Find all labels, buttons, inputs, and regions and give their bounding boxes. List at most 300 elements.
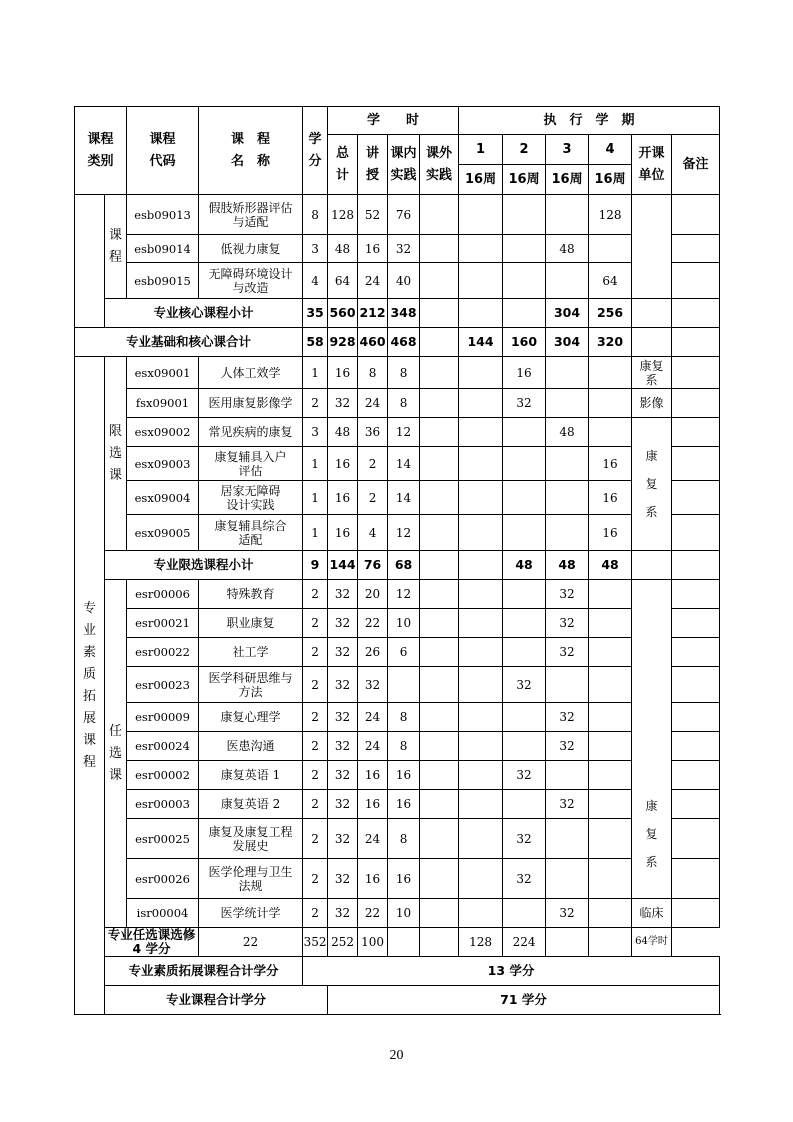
semester-4 (589, 819, 632, 859)
note-cell (672, 899, 720, 928)
table-row (75, 703, 720, 732)
header-credit: 学 分 (303, 107, 328, 195)
extension-category: 专 业 素 质 拓 展 课 程 (75, 357, 105, 1015)
header-note: 备注 (672, 135, 720, 195)
course-code: esr00003 (127, 790, 199, 819)
category-cell (75, 195, 105, 328)
semester-2 (503, 299, 546, 328)
in-practice-hours: 348 (388, 299, 420, 328)
total-hours: 16 (328, 357, 358, 389)
limited-label: 限 选 课 (105, 357, 127, 551)
total-hours: 64 (328, 263, 358, 299)
table-row (75, 515, 720, 551)
course-name: 常见疾病的康复 (199, 418, 303, 447)
total-label: 专业素质拓展课程合计学分 (105, 957, 303, 986)
table-row (75, 609, 720, 638)
header-code: 课程 代码 (127, 107, 199, 195)
lecture-hours: 252 (328, 928, 358, 957)
header-sem-2: 2 (503, 135, 546, 165)
total-hours: 32 (328, 899, 358, 928)
total-hours: 48 (328, 235, 358, 263)
lecture-hours: 4 (358, 515, 388, 551)
note-cell (672, 551, 720, 580)
semester-3: 32 (546, 790, 589, 819)
in-practice-hours: 16 (388, 761, 420, 790)
in-practice-hours: 8 (388, 732, 420, 761)
note-cell: 64学时 (632, 928, 672, 957)
table-row (75, 819, 720, 859)
semester-1 (420, 928, 459, 957)
semester-3 (546, 263, 589, 299)
lecture-hours: 212 (358, 299, 388, 328)
lecture-hours: 52 (358, 195, 388, 235)
semester-4 (589, 859, 632, 899)
curriculum-table (74, 106, 720, 1015)
total-value: 13 学分 (303, 957, 720, 986)
out-practice-hours (420, 481, 459, 515)
course-code: isr00004 (127, 899, 199, 928)
course-name: 特殊教育 (199, 580, 303, 609)
semester-1: 144 (459, 328, 503, 357)
semester-1 (459, 515, 503, 551)
credit: 58 (303, 328, 328, 357)
course-code: esx09005 (127, 515, 199, 551)
semester-1 (459, 859, 503, 899)
lecture-hours: 24 (358, 732, 388, 761)
semester-3: 304 (546, 328, 589, 357)
in-practice-hours: 8 (388, 819, 420, 859)
course-name: 康复英语 1 (199, 761, 303, 790)
credit: 2 (303, 790, 328, 819)
semester-2 (503, 235, 546, 263)
semester-4: 16 (589, 447, 632, 481)
semester-4 (589, 235, 632, 263)
semester-2 (503, 481, 546, 515)
note-cell (672, 515, 720, 551)
semester-2 (503, 195, 546, 235)
semester-1 (459, 389, 503, 418)
course-code: esb09014 (127, 235, 199, 263)
semester-2 (503, 899, 546, 928)
out-practice-hours (420, 389, 459, 418)
credit: 1 (303, 447, 328, 481)
header-sem-1: 1 (459, 135, 503, 165)
table-row (75, 447, 720, 481)
semester-1 (459, 357, 503, 389)
semester-4 (589, 609, 632, 638)
semester-4: 16 (589, 481, 632, 515)
dept-cell (632, 328, 672, 357)
course-code: esx09004 (127, 481, 199, 515)
basic-core-total-row (75, 328, 720, 357)
in-practice-hours: 12 (388, 580, 420, 609)
semester-2: 128 (459, 928, 503, 957)
credit: 2 (303, 859, 328, 899)
semester-3: 304 (546, 299, 589, 328)
course-name: 康复及康复工程 发展史 (199, 819, 303, 859)
header-weeks-1: 16周 (459, 165, 503, 195)
course-name: 低视力康复 (199, 235, 303, 263)
course-name: 康复心理学 (199, 703, 303, 732)
lecture-hours: 32 (358, 667, 388, 703)
course-code: esr00026 (127, 859, 199, 899)
semester-1 (459, 819, 503, 859)
in-practice-hours: 100 (358, 928, 388, 957)
lecture-hours: 26 (358, 638, 388, 667)
note-cell (672, 418, 720, 447)
lecture-hours: 2 (358, 447, 388, 481)
note-cell (672, 703, 720, 732)
out-practice-hours (420, 328, 459, 357)
note-cell (672, 389, 720, 418)
semester-2 (503, 263, 546, 299)
course-code: fsx09001 (127, 389, 199, 418)
in-practice-hours: 8 (388, 357, 420, 389)
course-name: 人体工效学 (199, 357, 303, 389)
semester-2: 32 (503, 389, 546, 418)
course-code: esr00002 (127, 761, 199, 790)
total-hours: 144 (328, 551, 358, 580)
course-code: esr00021 (127, 609, 199, 638)
out-practice-hours (420, 235, 459, 263)
semester-4 (589, 389, 632, 418)
dept-cell: 康 复 系 (632, 580, 672, 899)
semester-1 (459, 790, 503, 819)
semester-3 (546, 761, 589, 790)
out-practice-hours (420, 580, 459, 609)
semester-2 (503, 732, 546, 761)
course-name: 康复英语 2 (199, 790, 303, 819)
dept-cell (632, 195, 672, 299)
subtotal-label: 专业限选课程小计 (105, 551, 303, 580)
semester-3 (546, 357, 589, 389)
semester-1 (459, 235, 503, 263)
course-name: 康复辅具综合 适配 (199, 515, 303, 551)
note-cell (672, 580, 720, 609)
credit: 2 (303, 761, 328, 790)
lecture-hours: 16 (358, 235, 388, 263)
credit: 4 (303, 263, 328, 299)
out-practice-hours (420, 638, 459, 667)
lecture-hours: 8 (358, 357, 388, 389)
course-name: 无障碍环境设计 与改造 (199, 263, 303, 299)
total-hours: 128 (328, 195, 358, 235)
credit: 2 (303, 638, 328, 667)
semester-4: 128 (589, 195, 632, 235)
lecture-hours: 24 (358, 263, 388, 299)
lecture-hours: 22 (358, 899, 388, 928)
lecture-hours: 20 (358, 580, 388, 609)
note-cell (672, 859, 720, 899)
in-practice-hours: 76 (388, 195, 420, 235)
semester-1 (459, 580, 503, 609)
note-cell (672, 790, 720, 819)
total-label: 专业基础和核心课合计 (75, 328, 303, 357)
credit: 1 (303, 357, 328, 389)
out-practice-hours (420, 447, 459, 481)
course-name: 职业康复 (199, 609, 303, 638)
semester-1 (459, 418, 503, 447)
dept-cell (589, 928, 632, 957)
table-row (75, 638, 720, 667)
core-sub-label: 课 程 (105, 195, 127, 299)
semester-4 (546, 928, 589, 957)
course-code: esr00024 (127, 732, 199, 761)
header-sem-3: 3 (546, 135, 589, 165)
header-dept: 开课 单位 (632, 135, 672, 195)
note-cell (672, 235, 720, 263)
course-code: esr00022 (127, 638, 199, 667)
lecture-hours: 24 (358, 389, 388, 418)
course-name: 医患沟通 (199, 732, 303, 761)
out-practice-hours (420, 761, 459, 790)
note-cell (672, 299, 720, 328)
semester-2: 32 (503, 667, 546, 703)
note-cell (672, 732, 720, 761)
dept-cell: 康 复 系 (632, 418, 672, 551)
subtotal-label: 专业核心课程小计 (105, 299, 303, 328)
semester-2 (503, 638, 546, 667)
semester-4 (589, 761, 632, 790)
in-practice-hours (388, 667, 420, 703)
table-row (75, 418, 720, 447)
credit: 2 (303, 580, 328, 609)
out-practice-hours (420, 819, 459, 859)
table-row (75, 357, 720, 389)
dept-cell: 康复 系 (632, 357, 672, 389)
dept-cell (632, 551, 672, 580)
semester-1 (459, 638, 503, 667)
credit: 35 (303, 299, 328, 328)
table-row (75, 899, 720, 928)
total-hours: 32 (328, 667, 358, 703)
limited-subtotal-row (75, 551, 720, 580)
table-row (75, 790, 720, 819)
semester-3: 32 (546, 609, 589, 638)
semester-3 (546, 515, 589, 551)
note-cell (672, 481, 720, 515)
in-practice-hours: 68 (388, 551, 420, 580)
header-total: 总 计 (328, 135, 358, 195)
in-practice-hours: 16 (388, 790, 420, 819)
out-practice-hours (420, 299, 459, 328)
out-practice-hours (420, 703, 459, 732)
total-hours: 16 (328, 515, 358, 551)
credit: 1 (303, 481, 328, 515)
total-hours: 16 (328, 481, 358, 515)
total-hours: 32 (328, 761, 358, 790)
semester-1 (459, 899, 503, 928)
out-practice-hours (388, 928, 420, 957)
semester-3 (546, 481, 589, 515)
course-name: 假肢矫形器评估 与适配 (199, 195, 303, 235)
table-row (75, 263, 720, 299)
out-practice-hours (420, 732, 459, 761)
header-name: 课 程 名 称 (199, 107, 303, 195)
page-number: 20 (389, 1048, 404, 1063)
in-practice-hours: 12 (388, 418, 420, 447)
credit: 8 (303, 195, 328, 235)
in-practice-hours: 10 (388, 609, 420, 638)
out-practice-hours (420, 609, 459, 638)
semester-4: 16 (589, 515, 632, 551)
semester-1 (459, 732, 503, 761)
core-subtotal-row (75, 299, 720, 328)
lecture-hours: 2 (358, 481, 388, 515)
credit: 22 (199, 928, 303, 957)
semester-2 (503, 418, 546, 447)
note-cell (672, 195, 720, 235)
semester-4: 64 (589, 263, 632, 299)
semester-3 (546, 859, 589, 899)
in-practice-hours: 14 (388, 447, 420, 481)
total-hours: 352 (303, 928, 328, 957)
total-hours: 32 (328, 609, 358, 638)
lecture-hours: 16 (358, 790, 388, 819)
semester-2 (503, 609, 546, 638)
total-hours: 32 (328, 703, 358, 732)
in-practice-hours: 32 (388, 235, 420, 263)
course-name: 康复辅具入户 评估 (199, 447, 303, 481)
course-code: esr00023 (127, 667, 199, 703)
semester-3: 32 (546, 899, 589, 928)
total-hours: 928 (328, 328, 358, 357)
semester-1 (459, 481, 503, 515)
semester-2 (503, 580, 546, 609)
lecture-hours: 76 (358, 551, 388, 580)
course-code: esx09003 (127, 447, 199, 481)
dept-cell (632, 299, 672, 328)
header-hours: 学 时 (328, 107, 459, 135)
note-cell (672, 609, 720, 638)
in-practice-hours: 16 (388, 859, 420, 899)
table-row (75, 732, 720, 761)
semester-4: 256 (589, 299, 632, 328)
credit: 2 (303, 667, 328, 703)
in-practice-hours: 468 (388, 328, 420, 357)
lecture-hours: 24 (358, 819, 388, 859)
header-weeks-2: 16周 (503, 165, 546, 195)
total-hours: 32 (328, 819, 358, 859)
table-row (75, 761, 720, 790)
semester-2 (503, 790, 546, 819)
total-hours: 32 (328, 580, 358, 609)
semester-2: 32 (503, 859, 546, 899)
semester-4 (589, 638, 632, 667)
semester-3: 48 (546, 551, 589, 580)
course-code: esx09001 (127, 357, 199, 389)
course-name: 社工学 (199, 638, 303, 667)
semester-4: 320 (589, 328, 632, 357)
header-in-practice: 课内 实践 (388, 135, 420, 195)
semester-4 (589, 899, 632, 928)
table-row (75, 389, 720, 418)
semester-4 (589, 790, 632, 819)
course-code: esr00009 (127, 703, 199, 732)
total-hours: 32 (328, 732, 358, 761)
in-practice-hours: 8 (388, 703, 420, 732)
in-practice-hours: 14 (388, 481, 420, 515)
grand-total-row (75, 986, 720, 1015)
in-practice-hours: 12 (388, 515, 420, 551)
header-lecture: 讲 授 (358, 135, 388, 195)
course-code: esr00006 (127, 580, 199, 609)
semester-4 (589, 357, 632, 389)
total-hours: 32 (328, 790, 358, 819)
course-code: esr00025 (127, 819, 199, 859)
credit: 2 (303, 389, 328, 418)
lecture-hours: 24 (358, 703, 388, 732)
dept-cell: 影像 (632, 389, 672, 418)
lecture-hours: 22 (358, 609, 388, 638)
out-practice-hours (420, 263, 459, 299)
lecture-hours: 460 (358, 328, 388, 357)
semester-3 (546, 667, 589, 703)
table-row (75, 195, 720, 235)
note-cell (672, 328, 720, 357)
header-semesters: 执 行 学 期 (459, 107, 720, 135)
subtotal-label: 专业任选课选修 4 学分 (105, 928, 199, 957)
header-out-practice: 课外 实践 (420, 135, 459, 195)
semester-3: 32 (546, 703, 589, 732)
course-name: 医用康复影像学 (199, 389, 303, 418)
header-weeks-4: 16周 (589, 165, 632, 195)
total-hours: 48 (328, 418, 358, 447)
out-practice-hours (420, 195, 459, 235)
semester-2 (503, 447, 546, 481)
dept-cell: 临床 (632, 899, 672, 928)
semester-1 (459, 195, 503, 235)
course-name: 医学统计学 (199, 899, 303, 928)
lecture-hours: 16 (358, 859, 388, 899)
elective-subtotal-row (75, 928, 720, 957)
semester-2: 32 (503, 761, 546, 790)
course-name: 居家无障碍 设计实践 (199, 481, 303, 515)
out-practice-hours (420, 418, 459, 447)
course-name: 医学伦理与卫生 法规 (199, 859, 303, 899)
semester-3: 32 (546, 732, 589, 761)
note-cell (672, 357, 720, 389)
semester-2: 16 (503, 357, 546, 389)
semester-4: 48 (589, 551, 632, 580)
semester-2: 160 (503, 328, 546, 357)
credit: 2 (303, 819, 328, 859)
total-hours: 560 (328, 299, 358, 328)
table-row (75, 235, 720, 263)
note-cell (672, 263, 720, 299)
course-name: 医学科研思维与 方法 (199, 667, 303, 703)
extension-total-row (75, 957, 720, 986)
table-row (75, 667, 720, 703)
credit: 2 (303, 609, 328, 638)
semester-1 (459, 703, 503, 732)
credit: 3 (303, 235, 328, 263)
semester-4 (589, 418, 632, 447)
note-cell (672, 761, 720, 790)
semester-4 (589, 667, 632, 703)
semester-3: 32 (546, 638, 589, 667)
header-weeks-3: 16周 (546, 165, 589, 195)
semester-1 (459, 667, 503, 703)
semester-1 (459, 447, 503, 481)
course-code: esb09013 (127, 195, 199, 235)
total-hours: 32 (328, 638, 358, 667)
semester-1 (459, 609, 503, 638)
credit: 2 (303, 703, 328, 732)
semester-3 (546, 195, 589, 235)
table-row (75, 580, 720, 609)
out-practice-hours (420, 790, 459, 819)
